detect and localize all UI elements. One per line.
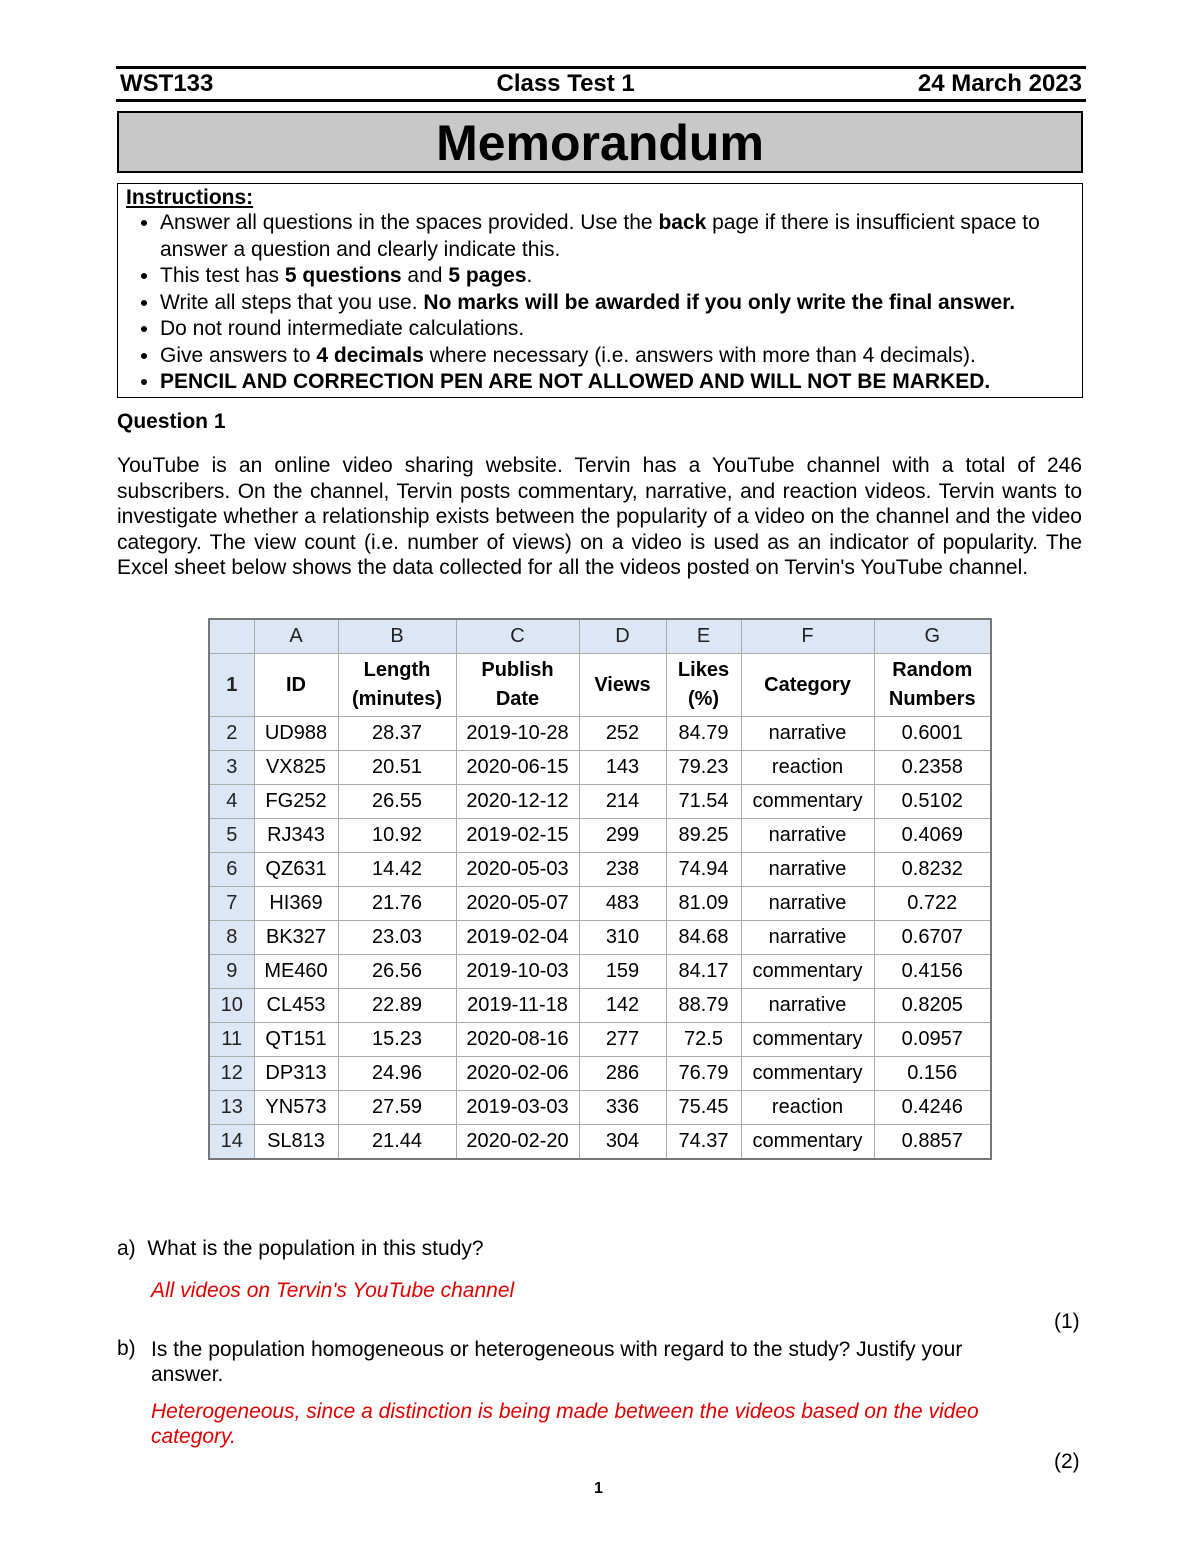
test-name: Class Test 1: [496, 70, 635, 97]
table-cell: VX825: [254, 751, 338, 785]
row-header: 3: [209, 751, 254, 785]
table-cell: HI369: [254, 887, 338, 921]
question-a: [117, 1237, 484, 1261]
table-cell: 2020-05-07: [456, 887, 579, 921]
page-header: [116, 66, 1086, 102]
table-cell: 0.8205: [874, 989, 991, 1023]
table-row: [209, 1023, 991, 1057]
table-cell: 74.37: [666, 1125, 741, 1160]
row-header: 6: [209, 853, 254, 887]
instruction-text: where necessary (i.e. answers with more than 4 decimals).: [423, 343, 976, 367]
table-cell: 84.17: [666, 955, 741, 989]
table-cell: QZ631: [254, 853, 338, 887]
table-cell: 336: [579, 1091, 666, 1125]
question-1-paragraph: YouTube is an online video sharing website. Tervin has a YouTube channel with a total of 246 subscribers. On the channel, Tervin posts commentary, narrative, and reaction videos. Tervin wants to investigate whether a relationship exists between the popularity of a video on the channel and the video category. The view count (i.e. number of views) on a video is used as an indicator of popularity. The Excel sheet below shows the data collected for all the videos posted on Tervin's YouTube channel.: [117, 454, 1082, 579]
table-cell: FG252: [254, 785, 338, 819]
table-cell: 0.722: [874, 887, 991, 921]
table-row: [209, 1125, 991, 1160]
table-cell: 2019-11-18: [456, 989, 579, 1023]
instruction-text: back: [658, 211, 707, 234]
select-all-corner: [209, 619, 254, 654]
header-text: Likes: [677, 659, 730, 681]
table-cell: narrative: [741, 921, 874, 955]
instruction-text: No marks will be awarded if you only write the final answer.: [423, 290, 1016, 314]
table-cell: 304: [579, 1125, 666, 1160]
table-cell: 24.96: [338, 1057, 456, 1091]
instruction-text: This test has: [160, 264, 285, 287]
table-cell: 0.8857: [874, 1125, 991, 1160]
instruction-item: [160, 210, 1074, 263]
table-cell: 84.79: [666, 717, 741, 751]
table-cell: 0.0957: [874, 1023, 991, 1057]
table-cell: 74.94: [666, 853, 741, 887]
header-cell: [254, 654, 338, 717]
instruction-text: Write all steps that you use.: [160, 290, 424, 314]
header-text: Length: [363, 659, 431, 681]
table-cell: 84.68: [666, 921, 741, 955]
table-cell: 28.37: [338, 717, 456, 751]
table-cell: reaction: [741, 751, 874, 785]
header-text: (minutes): [352, 688, 442, 710]
table-cell: 0.2358: [874, 751, 991, 785]
table-cell: 310: [579, 921, 666, 955]
table-row: [209, 751, 991, 785]
instruction-text: and: [401, 264, 449, 287]
table-cell: 89.25: [666, 819, 741, 853]
table-cell: commentary: [741, 1125, 874, 1160]
table-cell: 238: [579, 853, 666, 887]
column-header: B: [338, 619, 456, 654]
row-header: 12: [209, 1057, 254, 1091]
table-cell: 2020-02-06: [456, 1057, 579, 1091]
question-b: [117, 1337, 1017, 1387]
header-text: Views: [594, 673, 651, 696]
table-cell: 2019-03-03: [456, 1091, 579, 1125]
table-row: [209, 1057, 991, 1091]
header-text: ID: [286, 673, 306, 696]
table-cell: 252: [579, 717, 666, 751]
table-cell: 2019-02-04: [456, 921, 579, 955]
instruction-item: [160, 316, 1074, 343]
table-cell: 0.8232: [874, 853, 991, 887]
table-cell: ME460: [254, 955, 338, 989]
header-text: Random: [892, 659, 973, 681]
header-cell: [666, 654, 741, 717]
table-cell: 0.4246: [874, 1091, 991, 1125]
table-cell: commentary: [741, 785, 874, 819]
instruction-text: Do not round intermediate calculations.: [160, 317, 525, 340]
instructions-list: [126, 210, 1074, 396]
row-header: 13: [209, 1091, 254, 1125]
instruction-text: Give answers to: [160, 343, 317, 367]
header-text: (%): [687, 688, 720, 710]
table-cell: 76.79: [666, 1057, 741, 1091]
table-cell: 0.4156: [874, 955, 991, 989]
table-cell: 72.5: [666, 1023, 741, 1057]
table-cell: 20.51: [338, 751, 456, 785]
instruction-text: 4 decimals: [316, 343, 424, 367]
table-cell: 22.89: [338, 989, 456, 1023]
table-row: [209, 717, 991, 751]
header-text: Numbers: [888, 688, 976, 710]
table-cell: UD988: [254, 717, 338, 751]
instruction-text: 5 questions: [284, 264, 402, 287]
table-cell: 299: [579, 819, 666, 853]
table-cell: 286: [579, 1057, 666, 1091]
table-cell: 0.5102: [874, 785, 991, 819]
instruction-item: [160, 343, 1074, 370]
table-cell: 2019-10-28: [456, 717, 579, 751]
table-cell: reaction: [741, 1091, 874, 1125]
question-a-text: What is the population in this study?: [147, 1237, 484, 1260]
table-cell: 2020-12-12: [456, 785, 579, 819]
table-cell: 214: [579, 785, 666, 819]
table-cell: QT151: [254, 1023, 338, 1057]
question-a-label: a): [117, 1237, 136, 1260]
table-cell: 14.42: [338, 853, 456, 887]
table-cell: 10.92: [338, 819, 456, 853]
table-cell: 142: [579, 989, 666, 1023]
table-cell: SL813: [254, 1125, 338, 1160]
row-header: 2: [209, 717, 254, 751]
table-cell: 75.45: [666, 1091, 741, 1125]
header-cell: [456, 654, 579, 717]
table-cell: narrative: [741, 989, 874, 1023]
table-cell: 27.59: [338, 1091, 456, 1125]
column-header: G: [874, 619, 991, 654]
question-b-text: Is the population homogeneous or heterogeneous with regard to the study? Justify your answer.: [151, 1338, 963, 1386]
header-cell: [874, 654, 991, 717]
table-cell: 2020-05-03: [456, 853, 579, 887]
table-row: [209, 921, 991, 955]
answer-b: Heterogeneous, since a distinction is being made between the videos based on the video category.: [151, 1400, 979, 1448]
row-header: 4: [209, 785, 254, 819]
marks-b: (2): [1054, 1450, 1080, 1473]
table-cell: 2020-06-15: [456, 751, 579, 785]
table-cell: BK327: [254, 921, 338, 955]
test-date: 24 March 2023: [917, 70, 1082, 97]
table-cell: 23.03: [338, 921, 456, 955]
row-header: 5: [209, 819, 254, 853]
row-header: 14: [209, 1125, 254, 1160]
table-row: [209, 819, 991, 853]
table-cell: 2020-02-20: [456, 1125, 579, 1160]
table-cell: 277: [579, 1023, 666, 1057]
table-cell: narrative: [741, 717, 874, 751]
instruction-text: PENCIL AND CORRECTION PEN ARE NOT ALLOWED AND WILL NOT BE MARKED.: [160, 370, 991, 393]
table-cell: 26.55: [338, 785, 456, 819]
instruction-text: 5 pages: [448, 264, 527, 287]
table-cell: commentary: [741, 1023, 874, 1057]
column-header: A: [254, 619, 338, 654]
table-cell: 15.23: [338, 1023, 456, 1057]
instruction-text: page if there is insufficient space to answer a question and clearly indicate this.: [160, 211, 1040, 261]
table-cell: 2019-10-03: [456, 955, 579, 989]
table-cell: commentary: [741, 955, 874, 989]
table-cell: DP313: [254, 1057, 338, 1091]
table-cell: 483: [579, 887, 666, 921]
table-cell: 26.56: [338, 955, 456, 989]
answer-a: All videos on Tervin's YouTube channel: [151, 1279, 515, 1302]
table-row: [209, 785, 991, 819]
table-cell: 79.23: [666, 751, 741, 785]
table-cell: 21.76: [338, 887, 456, 921]
table-cell: 0.156: [874, 1057, 991, 1091]
row-header: 1: [209, 654, 254, 717]
table-cell: 0.6707: [874, 921, 991, 955]
table-cell: 159: [579, 955, 666, 989]
table-cell: 2019-02-15: [456, 819, 579, 853]
table-cell: RJ343: [254, 819, 338, 853]
table-row: [209, 887, 991, 921]
instruction-text: Answer all questions in the spaces provided. Use the: [160, 211, 659, 234]
table-cell: 143: [579, 751, 666, 785]
table-cell: 2020-08-16: [456, 1023, 579, 1057]
row-header: 7: [209, 887, 254, 921]
column-header: D: [579, 619, 666, 654]
excel-sheet-table: [208, 618, 992, 1160]
table-row: [209, 989, 991, 1023]
table-cell: YN573: [254, 1091, 338, 1125]
row-header: 11: [209, 1023, 254, 1057]
table-cell: CL453: [254, 989, 338, 1023]
header-cell: [741, 654, 874, 717]
header-text: Date: [495, 688, 540, 710]
header-cell: [338, 654, 456, 717]
table-cell: commentary: [741, 1057, 874, 1091]
table-cell: 71.54: [666, 785, 741, 819]
header-cell: [579, 654, 666, 717]
instruction-item: [160, 263, 1074, 290]
header-text: Category: [764, 673, 851, 696]
instruction-text: .: [526, 264, 533, 287]
question-b-label: b): [117, 1337, 136, 1360]
row-header: 9: [209, 955, 254, 989]
table-cell: narrative: [741, 853, 874, 887]
table-cell: 0.4069: [874, 819, 991, 853]
marks-a: (1): [1054, 1310, 1080, 1333]
header-text: Publish: [481, 659, 554, 681]
course-code: WST133: [120, 70, 214, 97]
row-header: 10: [209, 989, 254, 1023]
table-cell: 21.44: [338, 1125, 456, 1160]
table-cell: 88.79: [666, 989, 741, 1023]
table-cell: narrative: [741, 887, 874, 921]
table-row: [209, 1091, 991, 1125]
column-header: F: [741, 619, 874, 654]
table-row: [209, 853, 991, 887]
column-header: E: [666, 619, 741, 654]
row-header: 8: [209, 921, 254, 955]
column-header: C: [456, 619, 579, 654]
table-cell: narrative: [741, 819, 874, 853]
table-cell: 81.09: [666, 887, 741, 921]
memorandum-title: Memorandum: [117, 111, 1083, 173]
question-1-title: Question 1: [117, 410, 226, 433]
instruction-item: [160, 290, 1074, 317]
instruction-item: [160, 369, 1074, 396]
instructions-title: Instructions:: [126, 186, 254, 209]
page-number: 1: [594, 1480, 603, 1497]
table-cell: 0.6001: [874, 717, 991, 751]
instructions-box: [117, 183, 1083, 398]
table-row: [209, 955, 991, 989]
